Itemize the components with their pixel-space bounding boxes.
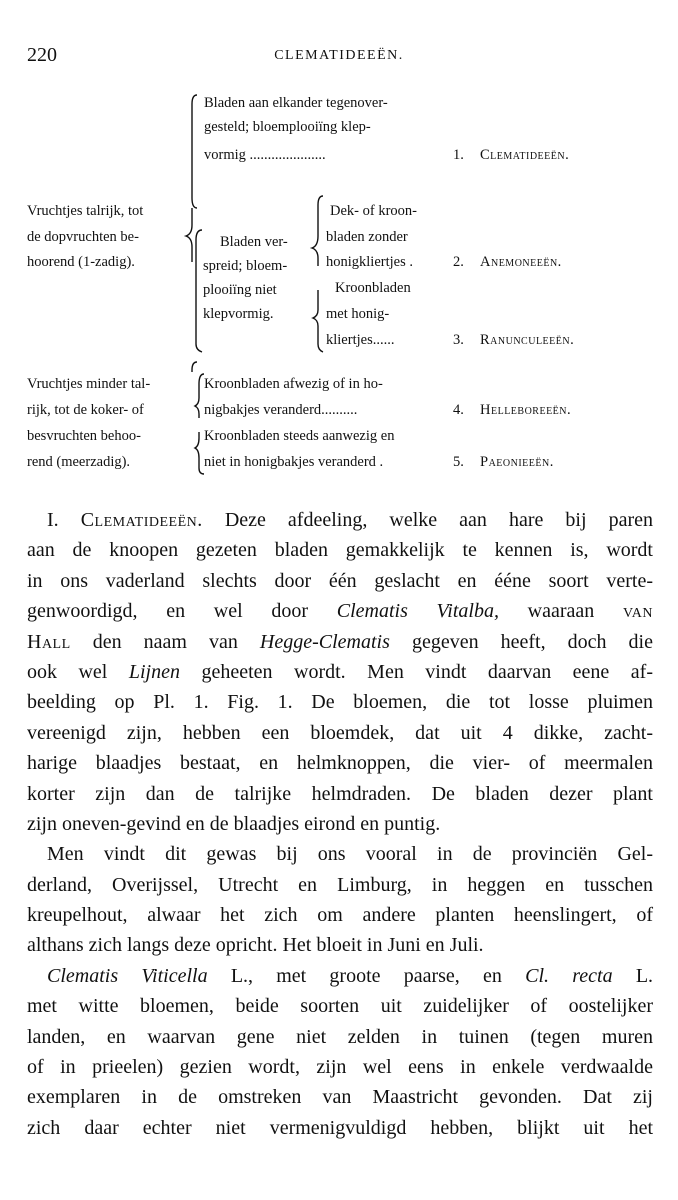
text-line: landen, en waarvan gene niet zelden in tuinen (tegen muren — [27, 1025, 653, 1048]
key-mid-b-line-2: spreid; bloem- — [203, 258, 288, 274]
section-label: I. — [47, 509, 59, 531]
key-result-5-name: Paeonieeën. — [480, 454, 554, 470]
key-right-c2-line-1: Kroonbladen steeds aanwezig en — [204, 428, 395, 444]
key-left-c-line-2: rijk, tot de koker- of — [27, 402, 144, 418]
key-right-b2-line-3: kliertjes...... — [326, 332, 395, 348]
text-line — [27, 657, 653, 687]
key-mid-b-line-1: Bladen ver- — [220, 234, 288, 250]
text-line: aan de knoopen gezeten bladen gemakkelijk te kennen is, wordt — [27, 539, 653, 562]
text-span: Deze afdeeling, welke aan hare bij paren — [224, 509, 653, 531]
key-right-b2-line-1: Kroonbladen — [335, 280, 411, 296]
text-span: ook wel — [27, 660, 108, 683]
key-right-c1-line-2: nigbakjes veranderd.......... — [204, 402, 358, 418]
text-span: Men vindt dit gewas bij ons vooral in de provinciën Gel- — [47, 843, 653, 866]
key-right-c2-line-2: niet in honigbakjes veranderd . — [204, 454, 384, 470]
text-line: of in prieelen) gezien wordt, zijn wel eens in enkele verdwaalde — [27, 1056, 653, 1079]
text-line: harige blaadjes bestaat, en helmknoppen, die vier- of meermalen — [27, 752, 653, 775]
key-right-b1-line-3: honigkliertjes . — [326, 254, 413, 270]
page-number: 220 — [27, 44, 57, 66]
key-result-2-num: 2. — [453, 254, 464, 270]
brace-left-a — [186, 208, 192, 262]
running-title: CLEMATIDEEËN. — [274, 48, 404, 63]
italic-span: Clematis Viticella — [47, 964, 208, 987]
small-caps-span: van — [623, 600, 654, 623]
key-mid-b-line-3: plooiïng niet — [203, 282, 277, 298]
text-line — [27, 596, 653, 626]
key-right-b1-line-1: Dek- of kroon- — [330, 203, 417, 219]
text-line: met witte bloemen, beide soorten uit zuidelijker of oostelijker — [27, 995, 653, 1018]
italic-span: Cl. recta — [525, 964, 613, 987]
text-span: L. — [635, 964, 654, 987]
section-title: Clematideeën. — [80, 509, 203, 531]
key-mid-b-line-4: klepvormig. — [203, 306, 274, 322]
key-result-3-name: Ranunculeeën. — [480, 332, 575, 348]
brace-left-c — [192, 362, 197, 372]
brace-right-b2 — [313, 290, 323, 352]
key-left-c-line-4: rend (meerzadig). — [27, 454, 131, 470]
key-right-b1-line-2: bladen zonder — [326, 229, 408, 245]
key-left-a-line-1: Vruchtjes talrijk, tot — [27, 203, 144, 219]
text-line — [27, 505, 653, 535]
text-line — [27, 627, 653, 657]
text-line: beelding op Pl. 1. Fig. 1. De bloemen, die tot losse pluimen — [27, 691, 653, 714]
key-result-4-num: 4. — [453, 402, 464, 418]
key-left-c-line-3: besvruchten behoo- — [27, 428, 141, 444]
text-line: zich daar echter niet vermenigvuldigd hebben, blijkt uit het — [27, 1116, 653, 1139]
key-left-a-line-2: de dopvruchten be- — [27, 229, 139, 245]
key-top-line-2: gesteld; bloemplooiïng klep- — [204, 119, 371, 135]
key-right-b2-line-2: met honig- — [326, 306, 390, 322]
text-span: L., met groote paarse, en — [230, 964, 502, 987]
key-top-line-1: Bladen aan elkander tegenover- — [204, 95, 388, 111]
body-text — [27, 505, 653, 1143]
key-result-4-name: Helleboreeën. — [480, 402, 572, 418]
text-line: kreupelhout, alwaar het zich om andere planten heenslingert, of — [27, 904, 653, 927]
text-line: zijn oneven-gevind en de blaadjes eirond en puntig. — [27, 812, 441, 835]
text-span: waaraan — [527, 600, 595, 623]
italic-span: Clematis Vitalba, — [336, 600, 499, 623]
text-line: althans zich langs deze opricht. Het bloeit in Juni en Juli. — [27, 934, 484, 957]
italic-span: Lijnen — [128, 660, 180, 683]
brace-mid-b — [196, 230, 202, 352]
text-line: derland, Overijssel, Utrecht en Limburg, in heggen en tusschen — [27, 873, 653, 896]
key-right-c1-line-1: Kroonbladen afwezig of in ho- — [204, 376, 383, 392]
text-span: gegeven heeft, doch die — [411, 630, 653, 653]
text-span: genwoordigd, en wel door — [27, 600, 309, 623]
brace-right-c1 — [195, 374, 204, 418]
key-result-3-num: 3. — [453, 332, 464, 348]
brace-top — [192, 95, 197, 208]
text-line — [27, 961, 653, 991]
text-line: vereenigd zijn, hebben een bloemdek, dat uit 4 dikke, zacht- — [27, 721, 653, 744]
key-top-line-3: vormig ..................... — [204, 147, 326, 163]
key-result-1-num: 1. — [453, 147, 464, 163]
italic-span: Hegge-Clematis — [259, 630, 390, 653]
key-result-2-name: Anemoneeën. — [480, 254, 562, 270]
text-span: den naam van — [92, 630, 238, 653]
key-left-c-line-1: Vruchtjes minder tal- — [27, 376, 151, 392]
brace-right-b1 — [312, 196, 323, 266]
text-span: geheeten wordt. Men vindt daarvan eene af- — [201, 660, 653, 683]
text-line: exemplaren in de omstreken van Maastricht gevonden. Dat zij — [27, 1086, 653, 1109]
brace-right-c2 — [195, 432, 204, 474]
text-line — [27, 839, 653, 869]
small-caps-span: Hall — [27, 630, 71, 653]
text-line: in ons vaderland slechts door één geslacht en ééne soort verte- — [27, 569, 653, 592]
text-line: korter zijn dan de talrijke helmdraden. De bladen dezer plant — [27, 782, 653, 805]
key-result-1-name: Clematideeën. — [480, 147, 570, 163]
key-result-5-num: 5. — [453, 454, 464, 470]
key-left-a-line-3: hoorend (1-zadig). — [27, 254, 135, 270]
